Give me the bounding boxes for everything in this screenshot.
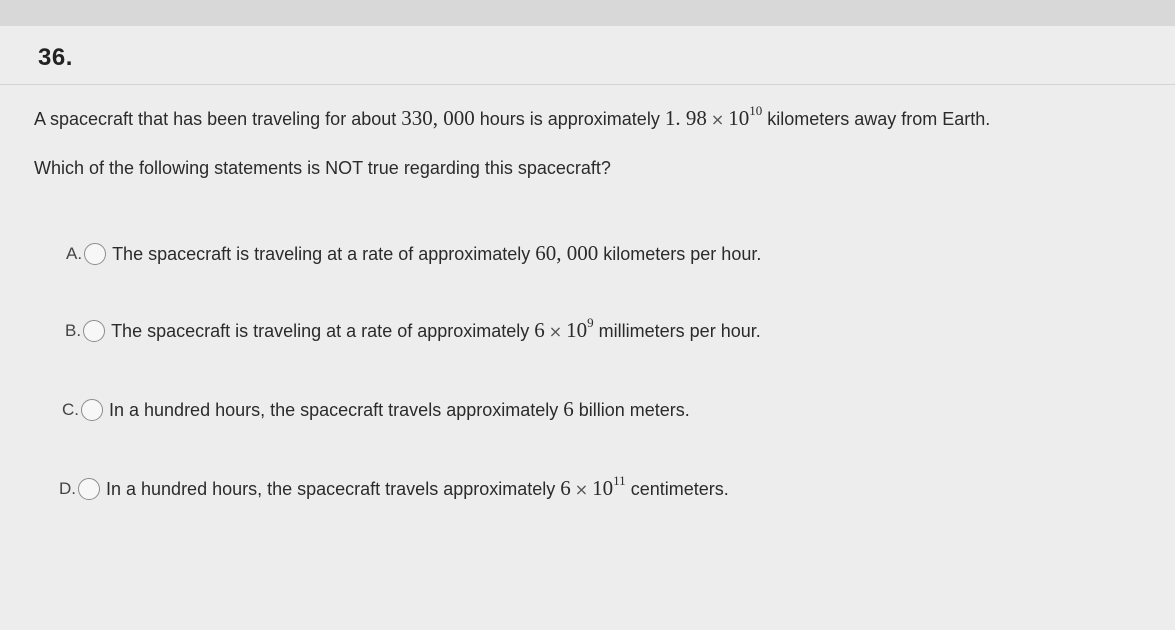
option-a-pre: The spacecraft is traveling at a rate of approximately: [112, 244, 536, 264]
option-d-text: [106, 473, 729, 501]
option-d-post: centimeters.: [625, 479, 729, 499]
option-d-exponent: 11: [613, 473, 626, 488]
stem-coefficient: 1. 98: [664, 106, 707, 130]
option-a[interactable]: [66, 241, 761, 266]
option-a-number: 60, 000: [535, 241, 599, 265]
option-d-radio[interactable]: [78, 478, 100, 500]
option-d-base: 10: [592, 476, 614, 500]
option-c-post: billion meters.: [573, 400, 690, 420]
option-a-radio[interactable]: [84, 243, 106, 265]
option-b-times-sign: ×: [548, 322, 563, 341]
option-b-base: 10: [566, 318, 588, 342]
option-d-times-sign: ×: [574, 480, 589, 499]
question-stem: [34, 103, 991, 131]
option-d-letter: D.: [59, 478, 76, 498]
option-c-pre: In a hundred hours, the spacecraft travels approximately: [109, 400, 564, 420]
option-c-number: 6: [563, 397, 574, 421]
option-b[interactable]: [65, 315, 761, 343]
stem-hours-value: 330, 000: [401, 106, 475, 130]
stem-exponent: 10: [749, 103, 763, 118]
question-prompt: Which of the following statements is NOT true regarding this spacecraft?: [34, 158, 611, 178]
option-a-letter: A.: [66, 243, 83, 263]
option-c[interactable]: [62, 397, 690, 422]
option-b-text: [111, 315, 761, 343]
stem-text-1: A spacecraft that has been traveling for about: [34, 109, 402, 129]
divider: [0, 84, 1175, 85]
option-d-coefficient: 6: [560, 476, 571, 500]
option-b-exponent: 9: [587, 315, 594, 330]
option-c-letter: C.: [62, 399, 79, 419]
option-b-post: millimeters per hour.: [593, 321, 761, 341]
option-a-post: kilometers per hour.: [598, 244, 762, 264]
stem-text-2: hours is approximately: [474, 109, 665, 129]
top-band: [0, 0, 1175, 26]
option-b-radio[interactable]: [83, 320, 105, 342]
option-d[interactable]: [59, 473, 729, 501]
stem-text-3: kilometers away from Earth.: [762, 109, 991, 129]
question-number: 36.: [38, 44, 73, 71]
stem-base: 10: [728, 106, 750, 130]
option-c-text: [109, 397, 690, 422]
option-a-text: [112, 241, 761, 266]
option-b-coefficient: 6: [534, 318, 545, 342]
option-b-letter: B.: [65, 320, 82, 340]
stem-times-sign: ×: [710, 110, 725, 129]
option-b-pre: The spacecraft is traveling at a rate of approximately: [111, 321, 535, 341]
option-d-pre: In a hundred hours, the spacecraft travels approximately: [106, 479, 561, 499]
option-c-radio[interactable]: [81, 399, 103, 421]
